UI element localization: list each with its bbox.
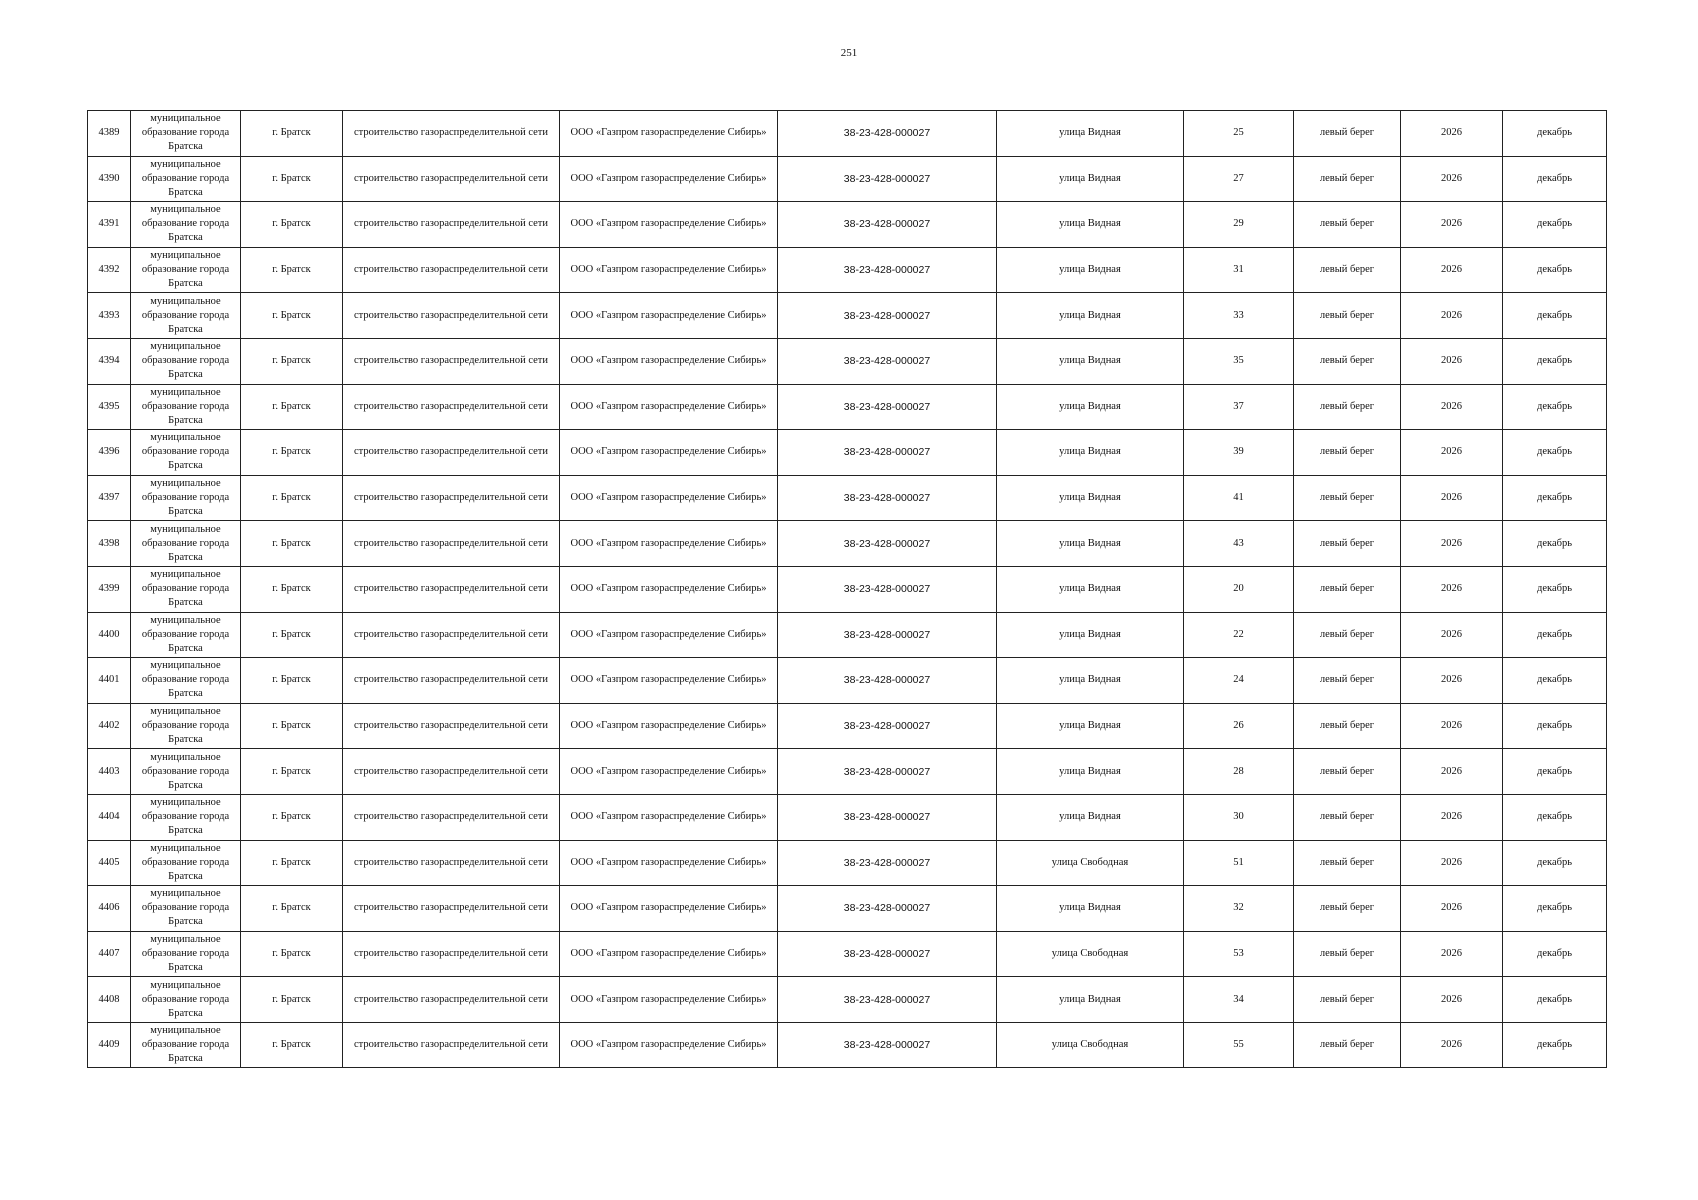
- work-type-cell: строительство газораспределительной сети: [343, 886, 560, 932]
- table-row: [88, 566, 1607, 612]
- table-row: [88, 612, 1607, 658]
- object-code-cell: 38-23-428-000027: [778, 886, 997, 932]
- year-cell: 2026: [1401, 1022, 1503, 1068]
- table-row: [88, 202, 1607, 248]
- city-cell: г. Братск: [241, 338, 343, 384]
- work-type-cell: строительство газораспределительной сети: [343, 338, 560, 384]
- work-type-cell: строительство газораспределительной сети: [343, 703, 560, 749]
- table-row: [88, 521, 1607, 567]
- bank-cell: левый берег: [1294, 886, 1401, 932]
- row-number: 4395: [88, 384, 131, 430]
- row-number: 4399: [88, 566, 131, 612]
- bank-cell: левый берег: [1294, 202, 1401, 248]
- house-number-cell: 39: [1184, 430, 1294, 476]
- row-number: 4392: [88, 247, 131, 293]
- house-number-cell: 28: [1184, 749, 1294, 795]
- table-row: [88, 794, 1607, 840]
- bank-cell: левый берег: [1294, 430, 1401, 476]
- row-number: 4404: [88, 794, 131, 840]
- house-number-cell: 22: [1184, 612, 1294, 658]
- house-number-cell: 29: [1184, 202, 1294, 248]
- month-cell: декабрь: [1503, 1022, 1607, 1068]
- year-cell: 2026: [1401, 293, 1503, 339]
- month-cell: декабрь: [1503, 202, 1607, 248]
- object-code-cell: 38-23-428-000027: [778, 658, 997, 704]
- street-cell: улица Видная: [997, 521, 1184, 567]
- street-cell: улица Видная: [997, 794, 1184, 840]
- house-number-cell: 24: [1184, 658, 1294, 704]
- row-number: 4397: [88, 475, 131, 521]
- street-cell: улица Видная: [997, 293, 1184, 339]
- municipality-cell: муниципальное образование города Братска: [131, 156, 241, 202]
- municipality-cell: муниципальное образование города Братска: [131, 521, 241, 567]
- municipality-cell: муниципальное образование города Братска: [131, 931, 241, 977]
- house-number-cell: 20: [1184, 566, 1294, 612]
- work-type-cell: строительство газораспределительной сети: [343, 293, 560, 339]
- object-code-cell: 38-23-428-000027: [778, 749, 997, 795]
- bank-cell: левый берег: [1294, 247, 1401, 293]
- organization-cell: ООО «Газпром газораспределение Сибирь»: [560, 840, 778, 886]
- house-number-cell: 51: [1184, 840, 1294, 886]
- table-row: [88, 703, 1607, 749]
- row-number: 4400: [88, 612, 131, 658]
- house-number-cell: 33: [1184, 293, 1294, 339]
- row-number: 4393: [88, 293, 131, 339]
- street-cell: улица Видная: [997, 612, 1184, 658]
- house-number-cell: 31: [1184, 247, 1294, 293]
- street-cell: улица Видная: [997, 338, 1184, 384]
- month-cell: декабрь: [1503, 840, 1607, 886]
- street-cell: улица Видная: [997, 703, 1184, 749]
- table-row: [88, 840, 1607, 886]
- table-row: [88, 749, 1607, 795]
- month-cell: декабрь: [1503, 612, 1607, 658]
- work-type-cell: строительство газораспределительной сети: [343, 749, 560, 795]
- street-cell: улица Видная: [997, 566, 1184, 612]
- bank-cell: левый берег: [1294, 977, 1401, 1023]
- work-type-cell: строительство газораспределительной сети: [343, 566, 560, 612]
- city-cell: г. Братск: [241, 931, 343, 977]
- city-cell: г. Братск: [241, 658, 343, 704]
- month-cell: декабрь: [1503, 977, 1607, 1023]
- house-number-cell: 53: [1184, 931, 1294, 977]
- work-type-cell: строительство газораспределительной сети: [343, 794, 560, 840]
- row-number: 4391: [88, 202, 131, 248]
- year-cell: 2026: [1401, 566, 1503, 612]
- organization-cell: ООО «Газпром газораспределение Сибирь»: [560, 521, 778, 567]
- table-body: [88, 111, 1607, 1068]
- municipality-cell: муниципальное образование города Братска: [131, 566, 241, 612]
- municipality-cell: муниципальное образование города Братска: [131, 202, 241, 248]
- city-cell: г. Братск: [241, 612, 343, 658]
- object-code-cell: 38-23-428-000027: [778, 1022, 997, 1068]
- row-number: 4389: [88, 111, 131, 157]
- city-cell: г. Братск: [241, 202, 343, 248]
- row-number: 4403: [88, 749, 131, 795]
- row-number: 4406: [88, 886, 131, 932]
- organization-cell: ООО «Газпром газораспределение Сибирь»: [560, 384, 778, 430]
- object-code-cell: 38-23-428-000027: [778, 293, 997, 339]
- house-number-cell: 34: [1184, 977, 1294, 1023]
- organization-cell: ООО «Газпром газораспределение Сибирь»: [560, 293, 778, 339]
- work-type-cell: строительство газораспределительной сети: [343, 840, 560, 886]
- house-number-cell: 26: [1184, 703, 1294, 749]
- organization-cell: ООО «Газпром газораспределение Сибирь»: [560, 338, 778, 384]
- street-cell: улица Видная: [997, 977, 1184, 1023]
- house-number-cell: 27: [1184, 156, 1294, 202]
- work-type-cell: строительство газораспределительной сети: [343, 521, 560, 567]
- city-cell: г. Братск: [241, 430, 343, 476]
- house-number-cell: 32: [1184, 886, 1294, 932]
- object-code-cell: 38-23-428-000027: [778, 977, 997, 1023]
- table-row: [88, 931, 1607, 977]
- house-number-cell: 30: [1184, 794, 1294, 840]
- table-row: [88, 1022, 1607, 1068]
- street-cell: улица Видная: [997, 886, 1184, 932]
- organization-cell: ООО «Газпром газораспределение Сибирь»: [560, 886, 778, 932]
- city-cell: г. Братск: [241, 521, 343, 567]
- municipality-cell: муниципальное образование города Братска: [131, 111, 241, 157]
- month-cell: декабрь: [1503, 430, 1607, 476]
- bank-cell: левый берег: [1294, 338, 1401, 384]
- work-type-cell: строительство газораспределительной сети: [343, 977, 560, 1023]
- work-type-cell: строительство газораспределительной сети: [343, 931, 560, 977]
- bank-cell: левый берег: [1294, 794, 1401, 840]
- municipality-cell: муниципальное образование города Братска: [131, 338, 241, 384]
- municipality-cell: муниципальное образование города Братска: [131, 703, 241, 749]
- year-cell: 2026: [1401, 703, 1503, 749]
- row-number: 4396: [88, 430, 131, 476]
- table-row: [88, 977, 1607, 1023]
- work-type-cell: строительство газораспределительной сети: [343, 612, 560, 658]
- street-cell: улица Видная: [997, 475, 1184, 521]
- row-number: 4409: [88, 1022, 131, 1068]
- year-cell: 2026: [1401, 247, 1503, 293]
- object-code-cell: 38-23-428-000027: [778, 566, 997, 612]
- organization-cell: ООО «Газпром газораспределение Сибирь»: [560, 703, 778, 749]
- month-cell: декабрь: [1503, 475, 1607, 521]
- row-number: 4402: [88, 703, 131, 749]
- month-cell: декабрь: [1503, 338, 1607, 384]
- city-cell: г. Братск: [241, 977, 343, 1023]
- year-cell: 2026: [1401, 430, 1503, 476]
- object-code-cell: 38-23-428-000027: [778, 612, 997, 658]
- year-cell: 2026: [1401, 156, 1503, 202]
- month-cell: декабрь: [1503, 886, 1607, 932]
- row-number: 4398: [88, 521, 131, 567]
- year-cell: 2026: [1401, 977, 1503, 1023]
- street-cell: улица Свободная: [997, 1022, 1184, 1068]
- bank-cell: левый берег: [1294, 156, 1401, 202]
- organization-cell: ООО «Газпром газораспределение Сибирь»: [560, 749, 778, 795]
- street-cell: улица Видная: [997, 430, 1184, 476]
- table-row: [88, 338, 1607, 384]
- table-row: [88, 111, 1607, 157]
- city-cell: г. Братск: [241, 156, 343, 202]
- bank-cell: левый берег: [1294, 703, 1401, 749]
- municipality-cell: муниципальное образование города Братска: [131, 977, 241, 1023]
- page-number: 251: [840, 47, 858, 59]
- work-type-cell: строительство газораспределительной сети: [343, 658, 560, 704]
- object-code-cell: 38-23-428-000027: [778, 703, 997, 749]
- street-cell: улица Видная: [997, 384, 1184, 430]
- municipality-cell: муниципальное образование города Братска: [131, 293, 241, 339]
- municipality-cell: муниципальное образование города Братска: [131, 749, 241, 795]
- house-number-cell: 41: [1184, 475, 1294, 521]
- bank-cell: левый берег: [1294, 521, 1401, 567]
- table-row: [88, 430, 1607, 476]
- city-cell: г. Братск: [241, 886, 343, 932]
- bank-cell: левый берег: [1294, 384, 1401, 430]
- house-number-cell: 37: [1184, 384, 1294, 430]
- month-cell: декабрь: [1503, 794, 1607, 840]
- city-cell: г. Братск: [241, 566, 343, 612]
- registry-table: [87, 110, 1607, 1068]
- work-type-cell: строительство газораспределительной сети: [343, 247, 560, 293]
- row-number: 4390: [88, 156, 131, 202]
- object-code-cell: 38-23-428-000027: [778, 156, 997, 202]
- organization-cell: ООО «Газпром газораспределение Сибирь»: [560, 977, 778, 1023]
- year-cell: 2026: [1401, 612, 1503, 658]
- month-cell: декабрь: [1503, 293, 1607, 339]
- row-number: 4401: [88, 658, 131, 704]
- bank-cell: левый берег: [1294, 840, 1401, 886]
- organization-cell: ООО «Газпром газораспределение Сибирь»: [560, 566, 778, 612]
- work-type-cell: строительство газораспределительной сети: [343, 111, 560, 157]
- object-code-cell: 38-23-428-000027: [778, 247, 997, 293]
- month-cell: декабрь: [1503, 156, 1607, 202]
- row-number: 4408: [88, 977, 131, 1023]
- table-row: [88, 384, 1607, 430]
- year-cell: 2026: [1401, 931, 1503, 977]
- object-code-cell: 38-23-428-000027: [778, 202, 997, 248]
- street-cell: улица Свободная: [997, 840, 1184, 886]
- year-cell: 2026: [1401, 202, 1503, 248]
- city-cell: г. Братск: [241, 703, 343, 749]
- street-cell: улица Видная: [997, 749, 1184, 795]
- object-code-cell: 38-23-428-000027: [778, 931, 997, 977]
- municipality-cell: муниципальное образование города Братска: [131, 886, 241, 932]
- object-code-cell: 38-23-428-000027: [778, 840, 997, 886]
- month-cell: декабрь: [1503, 931, 1607, 977]
- house-number-cell: 25: [1184, 111, 1294, 157]
- year-cell: 2026: [1401, 794, 1503, 840]
- organization-cell: ООО «Газпром газораспределение Сибирь»: [560, 475, 778, 521]
- city-cell: г. Братск: [241, 384, 343, 430]
- year-cell: 2026: [1401, 658, 1503, 704]
- organization-cell: ООО «Газпром газораспределение Сибирь»: [560, 1022, 778, 1068]
- object-code-cell: 38-23-428-000027: [778, 111, 997, 157]
- year-cell: 2026: [1401, 475, 1503, 521]
- table-row: [88, 475, 1607, 521]
- street-cell: улица Видная: [997, 658, 1184, 704]
- year-cell: 2026: [1401, 338, 1503, 384]
- month-cell: декабрь: [1503, 749, 1607, 795]
- organization-cell: ООО «Газпром газораспределение Сибирь»: [560, 111, 778, 157]
- work-type-cell: строительство газораспределительной сети: [343, 430, 560, 476]
- house-number-cell: 55: [1184, 1022, 1294, 1068]
- year-cell: 2026: [1401, 384, 1503, 430]
- month-cell: декабрь: [1503, 658, 1607, 704]
- city-cell: г. Братск: [241, 111, 343, 157]
- bank-cell: левый берег: [1294, 566, 1401, 612]
- city-cell: г. Братск: [241, 247, 343, 293]
- municipality-cell: муниципальное образование города Братска: [131, 384, 241, 430]
- object-code-cell: 38-23-428-000027: [778, 338, 997, 384]
- organization-cell: ООО «Газпром газораспределение Сибирь»: [560, 202, 778, 248]
- municipality-cell: муниципальное образование города Братска: [131, 794, 241, 840]
- month-cell: декабрь: [1503, 703, 1607, 749]
- year-cell: 2026: [1401, 840, 1503, 886]
- bank-cell: левый берег: [1294, 475, 1401, 521]
- table-row: [88, 658, 1607, 704]
- house-number-cell: 35: [1184, 338, 1294, 384]
- organization-cell: ООО «Газпром газораспределение Сибирь»: [560, 658, 778, 704]
- city-cell: г. Братск: [241, 293, 343, 339]
- bank-cell: левый берег: [1294, 658, 1401, 704]
- street-cell: улица Видная: [997, 202, 1184, 248]
- municipality-cell: муниципальное образование города Братска: [131, 1022, 241, 1068]
- organization-cell: ООО «Газпром газораспределение Сибирь»: [560, 247, 778, 293]
- year-cell: 2026: [1401, 886, 1503, 932]
- municipality-cell: муниципальное образование города Братска: [131, 475, 241, 521]
- city-cell: г. Братск: [241, 840, 343, 886]
- object-code-cell: 38-23-428-000027: [778, 794, 997, 840]
- city-cell: г. Братск: [241, 1022, 343, 1068]
- year-cell: 2026: [1401, 111, 1503, 157]
- street-cell: улица Видная: [997, 156, 1184, 202]
- row-number: 4394: [88, 338, 131, 384]
- table-row: [88, 247, 1607, 293]
- city-cell: г. Братск: [241, 475, 343, 521]
- organization-cell: ООО «Газпром газораспределение Сибирь»: [560, 612, 778, 658]
- bank-cell: левый берег: [1294, 612, 1401, 658]
- city-cell: г. Братск: [241, 749, 343, 795]
- object-code-cell: 38-23-428-000027: [778, 475, 997, 521]
- street-cell: улица Свободная: [997, 931, 1184, 977]
- bank-cell: левый берег: [1294, 1022, 1401, 1068]
- month-cell: декабрь: [1503, 384, 1607, 430]
- month-cell: декабрь: [1503, 111, 1607, 157]
- municipality-cell: муниципальное образование города Братска: [131, 840, 241, 886]
- bank-cell: левый берег: [1294, 749, 1401, 795]
- street-cell: улица Видная: [997, 111, 1184, 157]
- month-cell: декабрь: [1503, 247, 1607, 293]
- object-code-cell: 38-23-428-000027: [778, 521, 997, 567]
- organization-cell: ООО «Газпром газораспределение Сибирь»: [560, 931, 778, 977]
- object-code-cell: 38-23-428-000027: [778, 384, 997, 430]
- work-type-cell: строительство газораспределительной сети: [343, 384, 560, 430]
- bank-cell: левый берег: [1294, 293, 1401, 339]
- organization-cell: ООО «Газпром газораспределение Сибирь»: [560, 794, 778, 840]
- municipality-cell: муниципальное образование города Братска: [131, 612, 241, 658]
- organization-cell: ООО «Газпром газораспределение Сибирь»: [560, 156, 778, 202]
- table-row: [88, 156, 1607, 202]
- work-type-cell: строительство газораспределительной сети: [343, 202, 560, 248]
- municipality-cell: муниципальное образование города Братска: [131, 658, 241, 704]
- city-cell: г. Братск: [241, 794, 343, 840]
- house-number-cell: 43: [1184, 521, 1294, 567]
- month-cell: декабрь: [1503, 566, 1607, 612]
- month-cell: декабрь: [1503, 521, 1607, 567]
- bank-cell: левый берег: [1294, 931, 1401, 977]
- work-type-cell: строительство газораспределительной сети: [343, 475, 560, 521]
- year-cell: 2026: [1401, 749, 1503, 795]
- row-number: 4405: [88, 840, 131, 886]
- municipality-cell: муниципальное образование города Братска: [131, 430, 241, 476]
- table-row: [88, 293, 1607, 339]
- table-row: [88, 886, 1607, 932]
- object-code-cell: 38-23-428-000027: [778, 430, 997, 476]
- organization-cell: ООО «Газпром газораспределение Сибирь»: [560, 430, 778, 476]
- street-cell: улица Видная: [997, 247, 1184, 293]
- year-cell: 2026: [1401, 521, 1503, 567]
- bank-cell: левый берег: [1294, 111, 1401, 157]
- municipality-cell: муниципальное образование города Братска: [131, 247, 241, 293]
- work-type-cell: строительство газораспределительной сети: [343, 1022, 560, 1068]
- work-type-cell: строительство газораспределительной сети: [343, 156, 560, 202]
- row-number: 4407: [88, 931, 131, 977]
